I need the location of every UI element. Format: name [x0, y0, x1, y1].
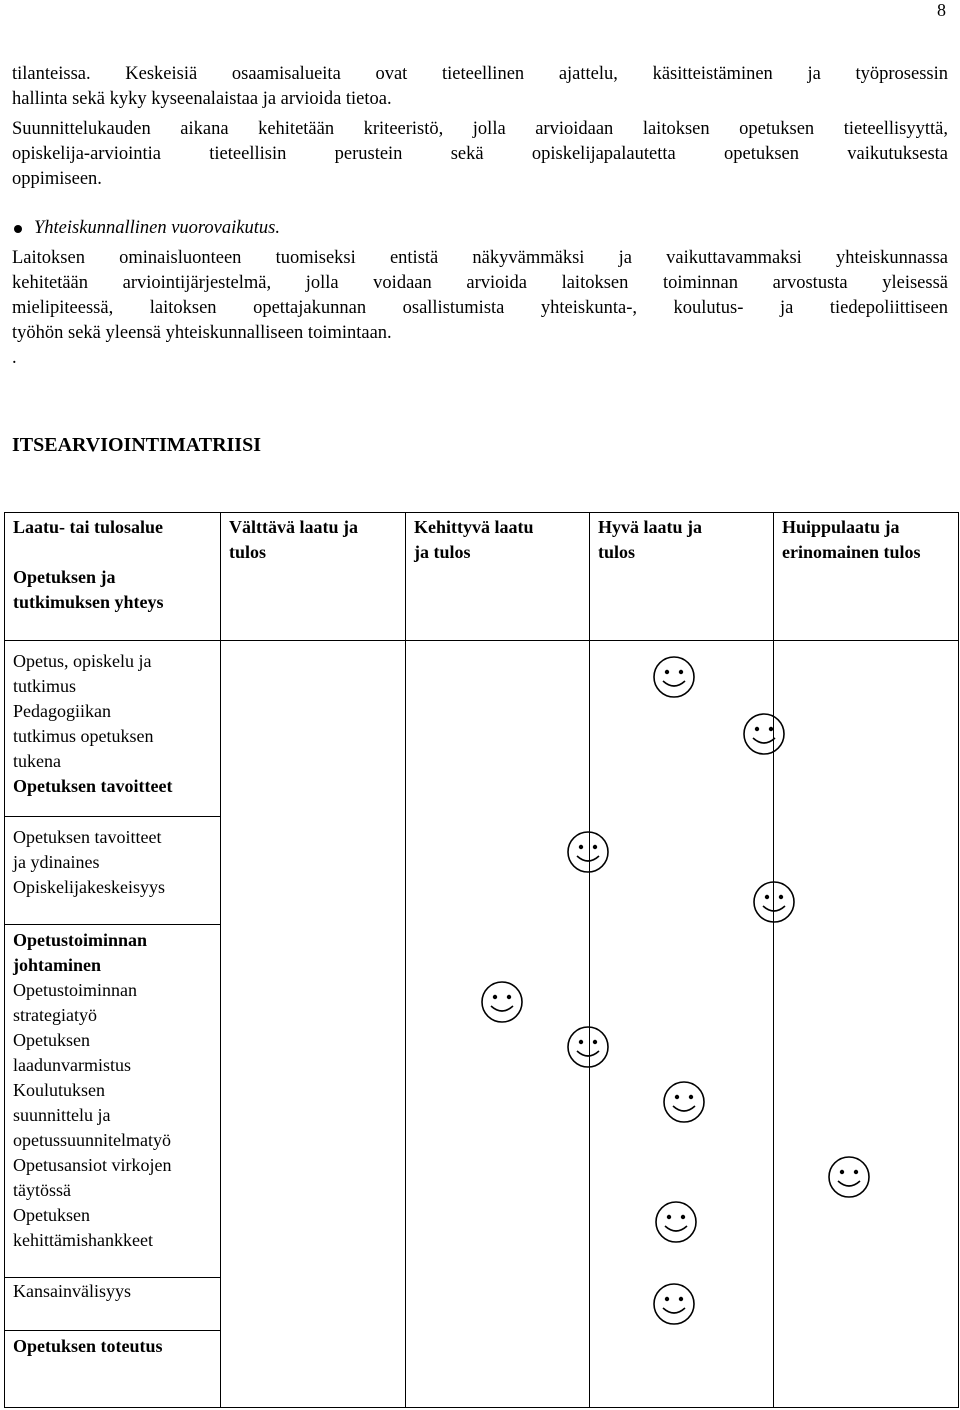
section-title-teaching-implementation [13, 1334, 163, 1359]
table-border [4, 1277, 220, 1278]
list-item: tutkimus opetuksen [13, 726, 154, 746]
section-title-line: johtaminen [13, 955, 102, 975]
smiley-face-icon [480, 980, 524, 1024]
text-line: Laitoksen ominaisluonteen tuomiseksi entistä näkyvämmäksi ja vaikuttavammaksi yhteiskunnassa [12, 248, 948, 268]
list-item: suunnittelu ja [13, 1105, 111, 1125]
list-item: Opetuksen [13, 1030, 90, 1050]
table-border [220, 512, 221, 1408]
table-border [405, 512, 406, 1408]
section-title-line: Opetustoiminnan [13, 930, 148, 950]
header-text: erinomainen tulos [782, 542, 921, 562]
paragraph-criteria [12, 117, 948, 192]
text-line: hallinta sekä kyky kyseenalaistaa ja arvioida tietoa. [12, 89, 392, 109]
smiley-face-icon [566, 1025, 610, 1069]
table-border [4, 924, 220, 925]
header-excellent [782, 515, 921, 565]
list-item: Opetuksen [13, 1205, 90, 1225]
list-item: tutkimus [13, 676, 77, 696]
section-title-teaching-research [13, 565, 164, 615]
header-text: Kehittyvä laatu [414, 517, 534, 537]
header-text: Hyvä laatu ja [598, 517, 703, 537]
smiley-face-icon [662, 1080, 706, 1124]
list-item: strategiatyö [13, 1005, 97, 1025]
list-item: Kansainvälisyys [13, 1281, 131, 1301]
text-line: oppimiseen. [12, 169, 102, 189]
header-text: ja tulos [414, 542, 471, 562]
list-item: Opetuksen tavoitteet [13, 827, 162, 847]
header-text: Laatu- tai tulosalue [13, 517, 164, 537]
list-item: Opetustoiminnan [13, 980, 137, 1000]
list-item: opetussuunnitelmatyö [13, 1130, 171, 1150]
text-line: tilanteissa. Keskeisiä osaamisalueita ovat tieteellinen ajattelu, käsitteistäminen ja työprosessin [12, 64, 948, 84]
section-title-line: tutkimuksen yhteys [13, 592, 164, 612]
list-item: laadunvarmistus [13, 1055, 131, 1075]
header-text: Välttävä laatu ja [229, 517, 358, 537]
header-text: tulos [229, 542, 267, 562]
bullet-heading-text: Yhteiskunnallinen vuorovaikutus. [34, 218, 280, 238]
smiley-face-icon [652, 1282, 696, 1326]
text-line: kehitetään arviointijärjestelmä, jolla voidaan arvioida laitoksen toiminnan arvostusta yleisessä [12, 273, 948, 293]
paragraph-competences [12, 62, 948, 112]
smiley-face-icon [752, 880, 796, 924]
table-border [4, 1407, 959, 1408]
section-title-line: Opetuksen toteutus [13, 1336, 163, 1356]
table-border [958, 512, 959, 1408]
table-border [4, 816, 220, 817]
table-border [589, 512, 590, 1408]
header-developing [414, 515, 534, 565]
list-item: Koulutuksen [13, 1080, 105, 1100]
table-border [4, 512, 5, 1408]
table-border [4, 1330, 220, 1331]
list-item: Opetus, opiskelu ja [13, 651, 152, 671]
table-border [773, 512, 774, 1408]
smiley-face-icon [827, 1155, 871, 1199]
page-number: 8 [937, 0, 946, 20]
section-teaching-management [13, 928, 171, 1253]
list-item: Opetusansiot virkojen [13, 1155, 172, 1175]
text-line: mielipiteessä, laitoksen opettajakunnan osallistumista yhteiskunta-, koulutus- ja tiedepoliittiseen [12, 298, 948, 318]
list-item: Pedagogiikan [13, 701, 111, 721]
list-item: tukena [13, 751, 61, 771]
header-text: Huippulaatu ja [782, 517, 900, 537]
paragraph-society [12, 246, 948, 371]
table-border [4, 512, 959, 513]
text-line: työhön sekä yleensä yhteiskunnalliseen toimintaan. [12, 323, 392, 343]
section-internationality [13, 1279, 131, 1304]
list-item: kehittämishankkeet [13, 1230, 153, 1250]
section-items-teaching-goals [13, 825, 165, 900]
section-items-teaching-research [13, 649, 172, 799]
text-line: opiskelija-arviointia tieteellisin perustein sekä opiskelijapalautetta opetuksen vaikutuksesta [12, 144, 948, 164]
list-item: ja ydinaines [13, 852, 100, 872]
header-good [598, 515, 702, 565]
self-assessment-matrix [4, 512, 960, 1408]
smiley-face-icon [652, 655, 696, 699]
table-border [4, 640, 959, 641]
bullet-heading [14, 218, 280, 239]
list-item: täytössä [13, 1180, 71, 1200]
text-line: Suunnittelukauden aikana kehitetään kriteeristö, jolla arvioidaan laitoksen opetuksen tieteellisyyttä, [12, 119, 948, 139]
header-text: tulos [598, 542, 636, 562]
smiley-face-icon [654, 1200, 698, 1244]
section-title-teaching-goals: Opetuksen tavoitteet [13, 776, 173, 796]
matrix-title: ITSEARVIOINTIMATRIISI [12, 434, 261, 456]
smiley-face-icon [742, 712, 786, 756]
header-satisfactory [229, 515, 358, 565]
stray-dot: . [12, 348, 17, 368]
header-quality-area [13, 515, 163, 540]
list-item: Opiskelijakeskeisyys [13, 877, 165, 897]
smiley-face-icon [566, 830, 610, 874]
section-title-line: Opetuksen ja [13, 567, 116, 587]
bullet-icon [14, 225, 22, 233]
